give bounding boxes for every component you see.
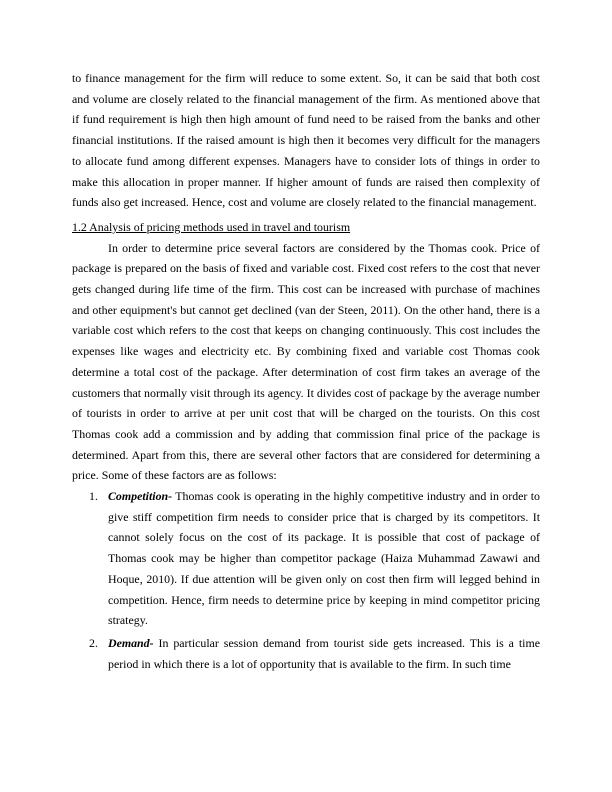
list-item [72,486,540,631]
factors-list [72,486,540,674]
page-body [72,68,540,674]
list-item-text: In particular session demand from tourist side gets increased. This is a time period in which there is a lot of opportunity that is available to the firm. In such time [108,635,540,671]
list-item-text: Thomas cook is operating in the highly competitive industry and in order to give stiff competition firm needs to consider price that is charged by its competitors. It cannot solely focus on the cost of its package. It is possible that cost of package of Thomas cook may be higher than competitor package (Haiza Muhammad Zawawi and Hoque, 2010). If due attention will be given only on cost then firm will legged behind in competition. Hence, firm needs to determine price by keeping in mind competitor pricing strategy. [108,489,540,628]
intro-paragraph: to finance management for the firm will reduce to some extent. So, it can be said that both cost and volume are closely related to the financial management of the firm. As mentioned above that if fund requirement is high then high amount of fund need to be raised from the banks and other financial institutions. If the raised amount is high then it becomes very difficult for the managers to allocate fund among different expenses. Managers have to consider lots of things in order to make this allocation in proper manner. If higher amount of funds are raised then complexity of funds also get increased. Hence, cost and volume are closely related to the financial management. [72,71,540,210]
section-heading: 1.2 Analysis of pricing methods used in travel and tourism [72,219,351,234]
list-item-term: Competition- [108,489,173,504]
list-item-number: 1. [89,489,98,504]
section-paragraph: In order to determine price several factors are considered by the Thomas cook. Price of package is prepared on the basis of fixed and variable cost. Fixed cost refers to the cost that never gets changed during life time of the firm. This cost can be increased with purchase of machines and other equipment's but cannot get declined (van der Steen, 2011). On the other hand, there is a variable cost which refers to the cost that keeps on changing continuously. This cost includes the expenses like wages and electricity etc. By combining fixed and variable cost Thomas cook determine a total cost of the package. After determination of cost firm takes an average of the customers that normally visit through its agency. It divides cost of package by the average number of tourists in order to arrive at per unit cost that will be charged on the tourists. On this cost Thomas cook add a commission and by adding that commission final price of the package is determined. Apart from this, there are several other factors that are considered for determining a price. Some of these factors are as follows: [72,240,540,483]
list-item-term: Demand- [108,635,154,650]
list-item [72,633,540,674]
list-item-number: 2. [89,635,98,650]
